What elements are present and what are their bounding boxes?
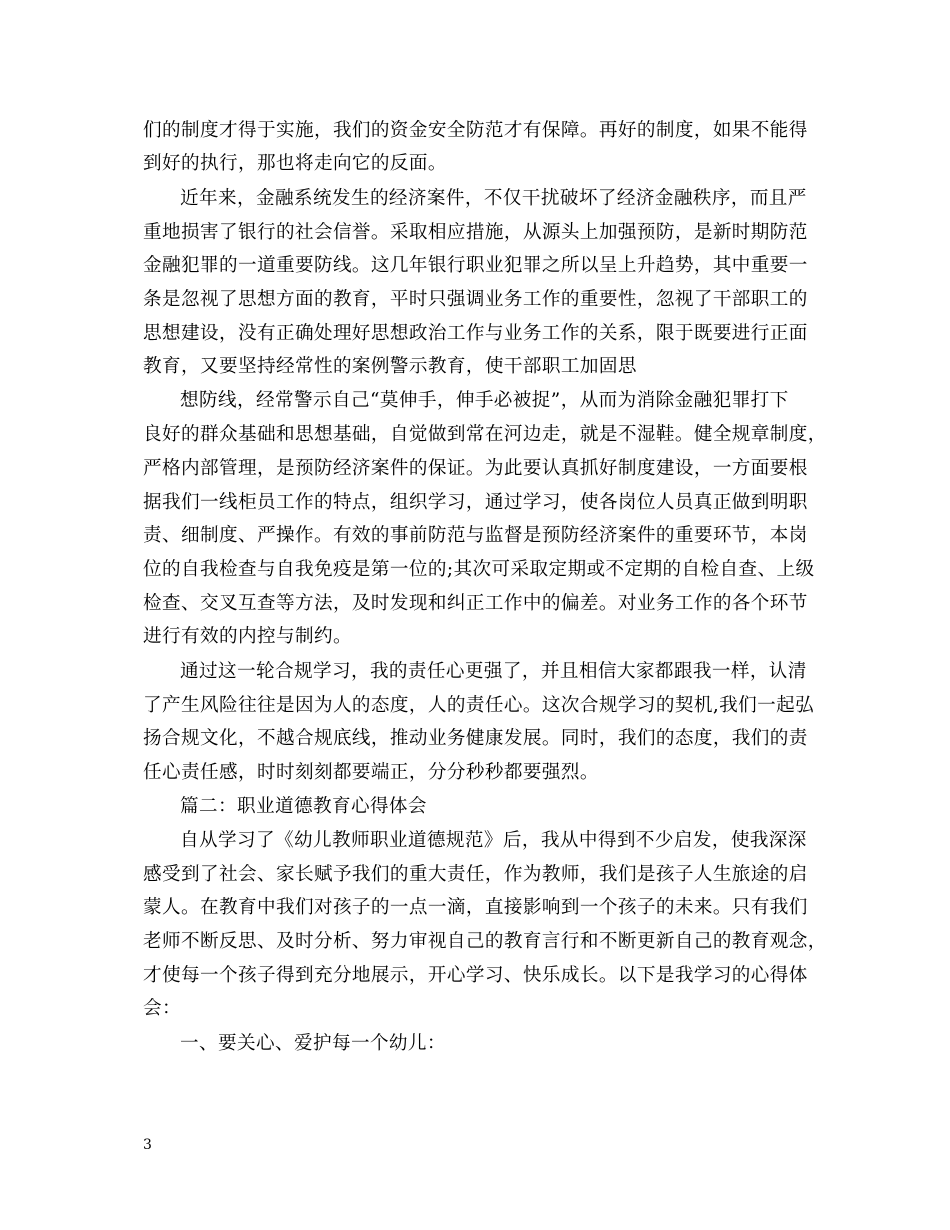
text-line: 会：: [143, 998, 181, 1019]
text-line: 重地损害了银行的社会信誉。采取相应措施，从源头上加强预防，是新时期防范: [143, 222, 808, 243]
text-line: 教育，又要坚持经常性的案例警示教育，使干部职工加固思: [143, 356, 637, 377]
text-line: 到好的执行，那也将走向它的反面。: [143, 153, 447, 174]
text-line: 金融犯罪的一道重要防线。这几年银行职业犯罪之所以呈上升趋势，其中重要一: [143, 255, 808, 276]
text-line: 据我们一线柜员工作的特点，组织学习，通过学习，使各岗位人员真正做到明职: [143, 492, 808, 513]
text-line: 老师不断反思、及时分析、努力审视自己的教育言行和不断更新自己的教育观念，: [143, 931, 827, 952]
text-line: 思想建设，没有正确处理好思想政治工作与业务工作的关系，限于既要进行正面: [143, 323, 808, 344]
paragraph-start-line: 自从学习了《幼儿教师职业道德规范》后，我从中得到不少启发，使我深深: [180, 830, 807, 851]
text-line: 良好的群众基础和思想基础，自觉做到常在河边走，就是不湿鞋。健全规章制度，: [143, 424, 827, 445]
text-line: 扬合规文化，不越合规底线，推动业务健康发展。同时，我们的态度，我们的责: [143, 728, 808, 749]
text-line: 蒙人。在教育中我们对孩子的一点一滴，直接影响到一个孩子的未来。只有我们: [143, 897, 808, 918]
text-line: 感受到了社会、家长赋予我们的重大责任，作为教师，我们是孩子人生旅途的启: [143, 864, 808, 885]
text-line: 进行有效的内控与制约。: [143, 626, 352, 647]
text-line: 们的制度才得于实施，我们的资金安全防范才有保障。再好的制度，如果不能得: [143, 120, 808, 141]
subsection-heading: 一、要关心、爱护每一个幼儿：: [180, 1033, 446, 1054]
text-line: 严格内部管理，是预防经济案件的保证。为此要认真抓好制度建设，一方面要根: [143, 458, 808, 479]
text-line: 了产生风险往往是因为人的态度，人的责任心。这次合规学习的契机,我们一起弘: [143, 695, 815, 716]
text-line: 条是忽视了思想方面的教育，平时只强调业务工作的重要性，忽视了干部职工的: [143, 289, 808, 310]
paragraph-start-line: 想防线，经常警示自己“莫伸手，伸手必被捉”，从而为消除金融犯罪打下: [180, 390, 789, 411]
text-line: 才使每一个孩子得到充分地展示，开心学习、快乐成长。以下是我学习的心得体: [143, 965, 808, 986]
section-heading: 篇二：职业道德教育心得体会: [180, 796, 427, 817]
paragraph-start-line: 通过这一轮合规学习，我的责任心更强了，并且相信大家都跟我一样，认清: [180, 661, 807, 682]
page-number: 3: [143, 1137, 152, 1153]
text-line: 任心责任感，时时刻刻都要端正，分分秒秒都要强烈。: [143, 762, 599, 783]
text-line: 责、细制度、严操作。有效的事前防范与监督是预防经济案件的重要环节，本岗: [143, 525, 808, 546]
text-line: 检查、交叉互查等方法，及时发现和纠正工作中的偏差。对业务工作的各个环节: [143, 593, 808, 614]
text-line: 位的自我检查与自我免疫是第一位的;其次可采取定期或不定期的自检自查、上级: [143, 559, 815, 580]
paragraph-start-line: 近年来，金融系统发生的经济案件，不仅干扰破坏了经济金融秩序，而且严: [180, 188, 807, 209]
